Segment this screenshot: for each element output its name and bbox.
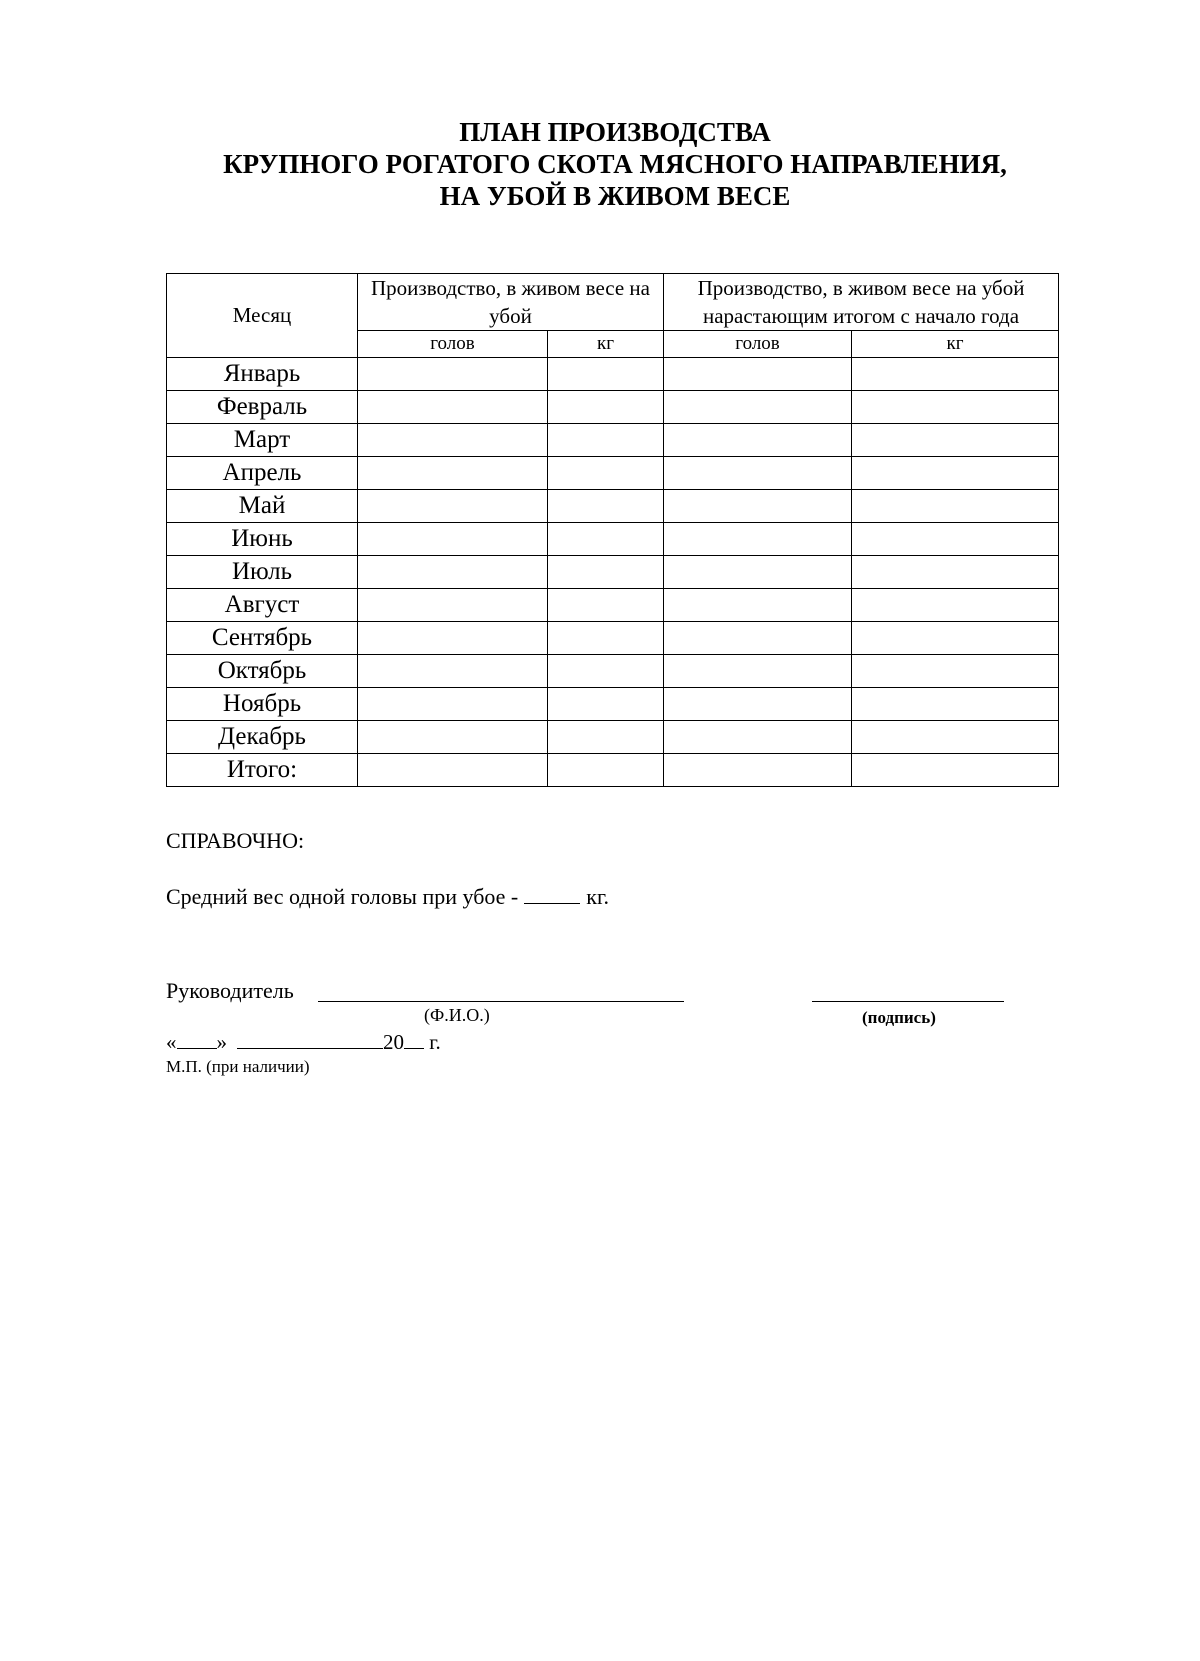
average-weight-unit: кг. xyxy=(586,884,609,909)
heads-cell[interactable] xyxy=(358,655,548,688)
heads-cell[interactable] xyxy=(358,457,548,490)
cumulative-kg-cell[interactable] xyxy=(852,655,1059,688)
heads-cell[interactable] xyxy=(358,358,548,391)
month-cell: Декабрь xyxy=(167,721,358,754)
table-row xyxy=(167,424,1059,457)
heads-cell[interactable] xyxy=(358,754,548,787)
kg-cell[interactable] xyxy=(548,556,664,589)
cumulative-kg-cell[interactable] xyxy=(852,391,1059,424)
average-weight-line xyxy=(166,884,609,910)
table-row xyxy=(167,490,1059,523)
cumulative-kg-cell[interactable] xyxy=(852,457,1059,490)
table-row xyxy=(167,358,1059,391)
heads-cell[interactable] xyxy=(358,424,548,457)
kg-cell[interactable] xyxy=(548,457,664,490)
reference-heading: СПРАВОЧНО: xyxy=(166,828,305,853)
cumulative-kg-cell[interactable] xyxy=(852,523,1059,556)
heads-cell[interactable] xyxy=(358,490,548,523)
kg-cell[interactable] xyxy=(548,721,664,754)
cumulative-kg-subheader: кг xyxy=(852,331,1059,358)
heads-cell[interactable] xyxy=(358,391,548,424)
cumulative-kg-cell[interactable] xyxy=(852,688,1059,721)
month-blank[interactable] xyxy=(237,1032,383,1049)
year-suffix: г. xyxy=(429,1030,441,1054)
cumulative-heads-subheader: голов xyxy=(664,331,852,358)
cumulative-kg-cell[interactable] xyxy=(852,622,1059,655)
cumulative-kg-cell[interactable] xyxy=(852,556,1059,589)
cumulative-kg-cell[interactable] xyxy=(852,721,1059,754)
kg-cell[interactable] xyxy=(548,589,664,622)
date-line xyxy=(166,1030,441,1055)
document-title xyxy=(0,116,1200,212)
heads-subheader: голов xyxy=(358,331,548,358)
cumulative-heads-cell[interactable] xyxy=(664,556,852,589)
month-cell: Октябрь xyxy=(167,655,358,688)
cumulative-heads-cell[interactable] xyxy=(664,754,852,787)
table-row xyxy=(167,688,1059,721)
table-row xyxy=(167,754,1059,787)
cumulative-kg-cell[interactable] xyxy=(852,490,1059,523)
kg-cell[interactable] xyxy=(548,688,664,721)
signature-caption: (подпись) xyxy=(862,1008,936,1027)
kg-subheader: кг xyxy=(548,331,664,358)
month-cell: Август xyxy=(167,589,358,622)
day-blank[interactable] xyxy=(177,1032,217,1049)
leader-label: Руководитель xyxy=(166,978,294,1003)
table-row xyxy=(167,523,1059,556)
month-cell: Сентябрь xyxy=(167,622,358,655)
signature-blank-line[interactable] xyxy=(812,1001,1004,1002)
cumulative-kg-cell[interactable] xyxy=(852,358,1059,391)
month-cell: Февраль xyxy=(167,391,358,424)
cumulative-heads-cell[interactable] xyxy=(664,358,852,391)
cumulative-heads-cell[interactable] xyxy=(664,721,852,754)
month-cell: Апрель xyxy=(167,457,358,490)
table-row xyxy=(167,556,1059,589)
heads-cell[interactable] xyxy=(358,721,548,754)
average-weight-blank[interactable] xyxy=(524,885,580,904)
kg-cell[interactable] xyxy=(548,490,664,523)
cumulative-heads-cell[interactable] xyxy=(664,424,852,457)
kg-cell[interactable] xyxy=(548,358,664,391)
month-cell: Июнь xyxy=(167,523,358,556)
month-cell: Март xyxy=(167,424,358,457)
heads-cell[interactable] xyxy=(358,622,548,655)
table-row xyxy=(167,391,1059,424)
table-row xyxy=(167,655,1059,688)
table-row xyxy=(167,589,1059,622)
month-cell: Январь xyxy=(167,358,358,391)
year-blank[interactable] xyxy=(404,1032,424,1049)
production-plan-table xyxy=(166,273,1059,787)
fio-caption: (Ф.И.О.) xyxy=(424,1005,490,1025)
month-cell: Май xyxy=(167,490,358,523)
kg-cell[interactable] xyxy=(548,424,664,457)
month-cell: Июль xyxy=(167,556,358,589)
stamp-caption: М.П. (при наличии) xyxy=(166,1057,310,1076)
cumulative-kg-cell[interactable] xyxy=(852,424,1059,457)
cumulative-heads-cell[interactable] xyxy=(664,391,852,424)
cumulative-column-group-header: Производство, в живом весе на убой нарастающим итогом с начало года xyxy=(664,274,1059,331)
month-cell: Ноябрь xyxy=(167,688,358,721)
heads-cell[interactable] xyxy=(358,556,548,589)
kg-cell[interactable] xyxy=(548,655,664,688)
cumulative-heads-cell[interactable] xyxy=(664,523,852,556)
close-quote: » xyxy=(216,1030,227,1054)
production-column-group-header: Производство, в живом весе на убой xyxy=(358,274,664,331)
kg-cell[interactable] xyxy=(548,754,664,787)
title-line-3: НА УБОЙ В ЖИВОМ ВЕСЕ xyxy=(439,181,791,211)
cumulative-heads-cell[interactable] xyxy=(664,688,852,721)
open-quote: « xyxy=(166,1030,177,1054)
table-body xyxy=(167,358,1059,787)
title-line-1: ПЛАН ПРОИЗВОДСТВА xyxy=(459,117,771,147)
heads-cell[interactable] xyxy=(358,589,548,622)
kg-cell[interactable] xyxy=(548,622,664,655)
cumulative-heads-cell[interactable] xyxy=(664,457,852,490)
average-weight-label: Средний вес одной головы при убое - xyxy=(166,884,519,909)
title-line-2: КРУПНОГО РОГАТОГО СКОТА МЯСНОГО НАПРАВЛЕНИЯ, xyxy=(223,149,1007,179)
kg-cell[interactable] xyxy=(548,391,664,424)
fio-blank-line[interactable] xyxy=(318,1001,684,1002)
table-row xyxy=(167,622,1059,655)
kg-cell[interactable] xyxy=(548,523,664,556)
month-column-header: Месяц xyxy=(167,274,358,358)
table-row xyxy=(167,457,1059,490)
heads-cell[interactable] xyxy=(358,688,548,721)
cumulative-heads-cell[interactable] xyxy=(664,490,852,523)
cumulative-kg-cell[interactable] xyxy=(852,754,1059,787)
month-cell: Итого: xyxy=(167,754,358,787)
table-row xyxy=(167,721,1059,754)
year-prefix: 20 xyxy=(383,1030,404,1054)
cumulative-kg-cell[interactable] xyxy=(852,589,1059,622)
heads-cell[interactable] xyxy=(358,523,548,556)
cumulative-heads-cell[interactable] xyxy=(664,589,852,622)
cumulative-heads-cell[interactable] xyxy=(664,622,852,655)
cumulative-heads-cell[interactable] xyxy=(664,655,852,688)
